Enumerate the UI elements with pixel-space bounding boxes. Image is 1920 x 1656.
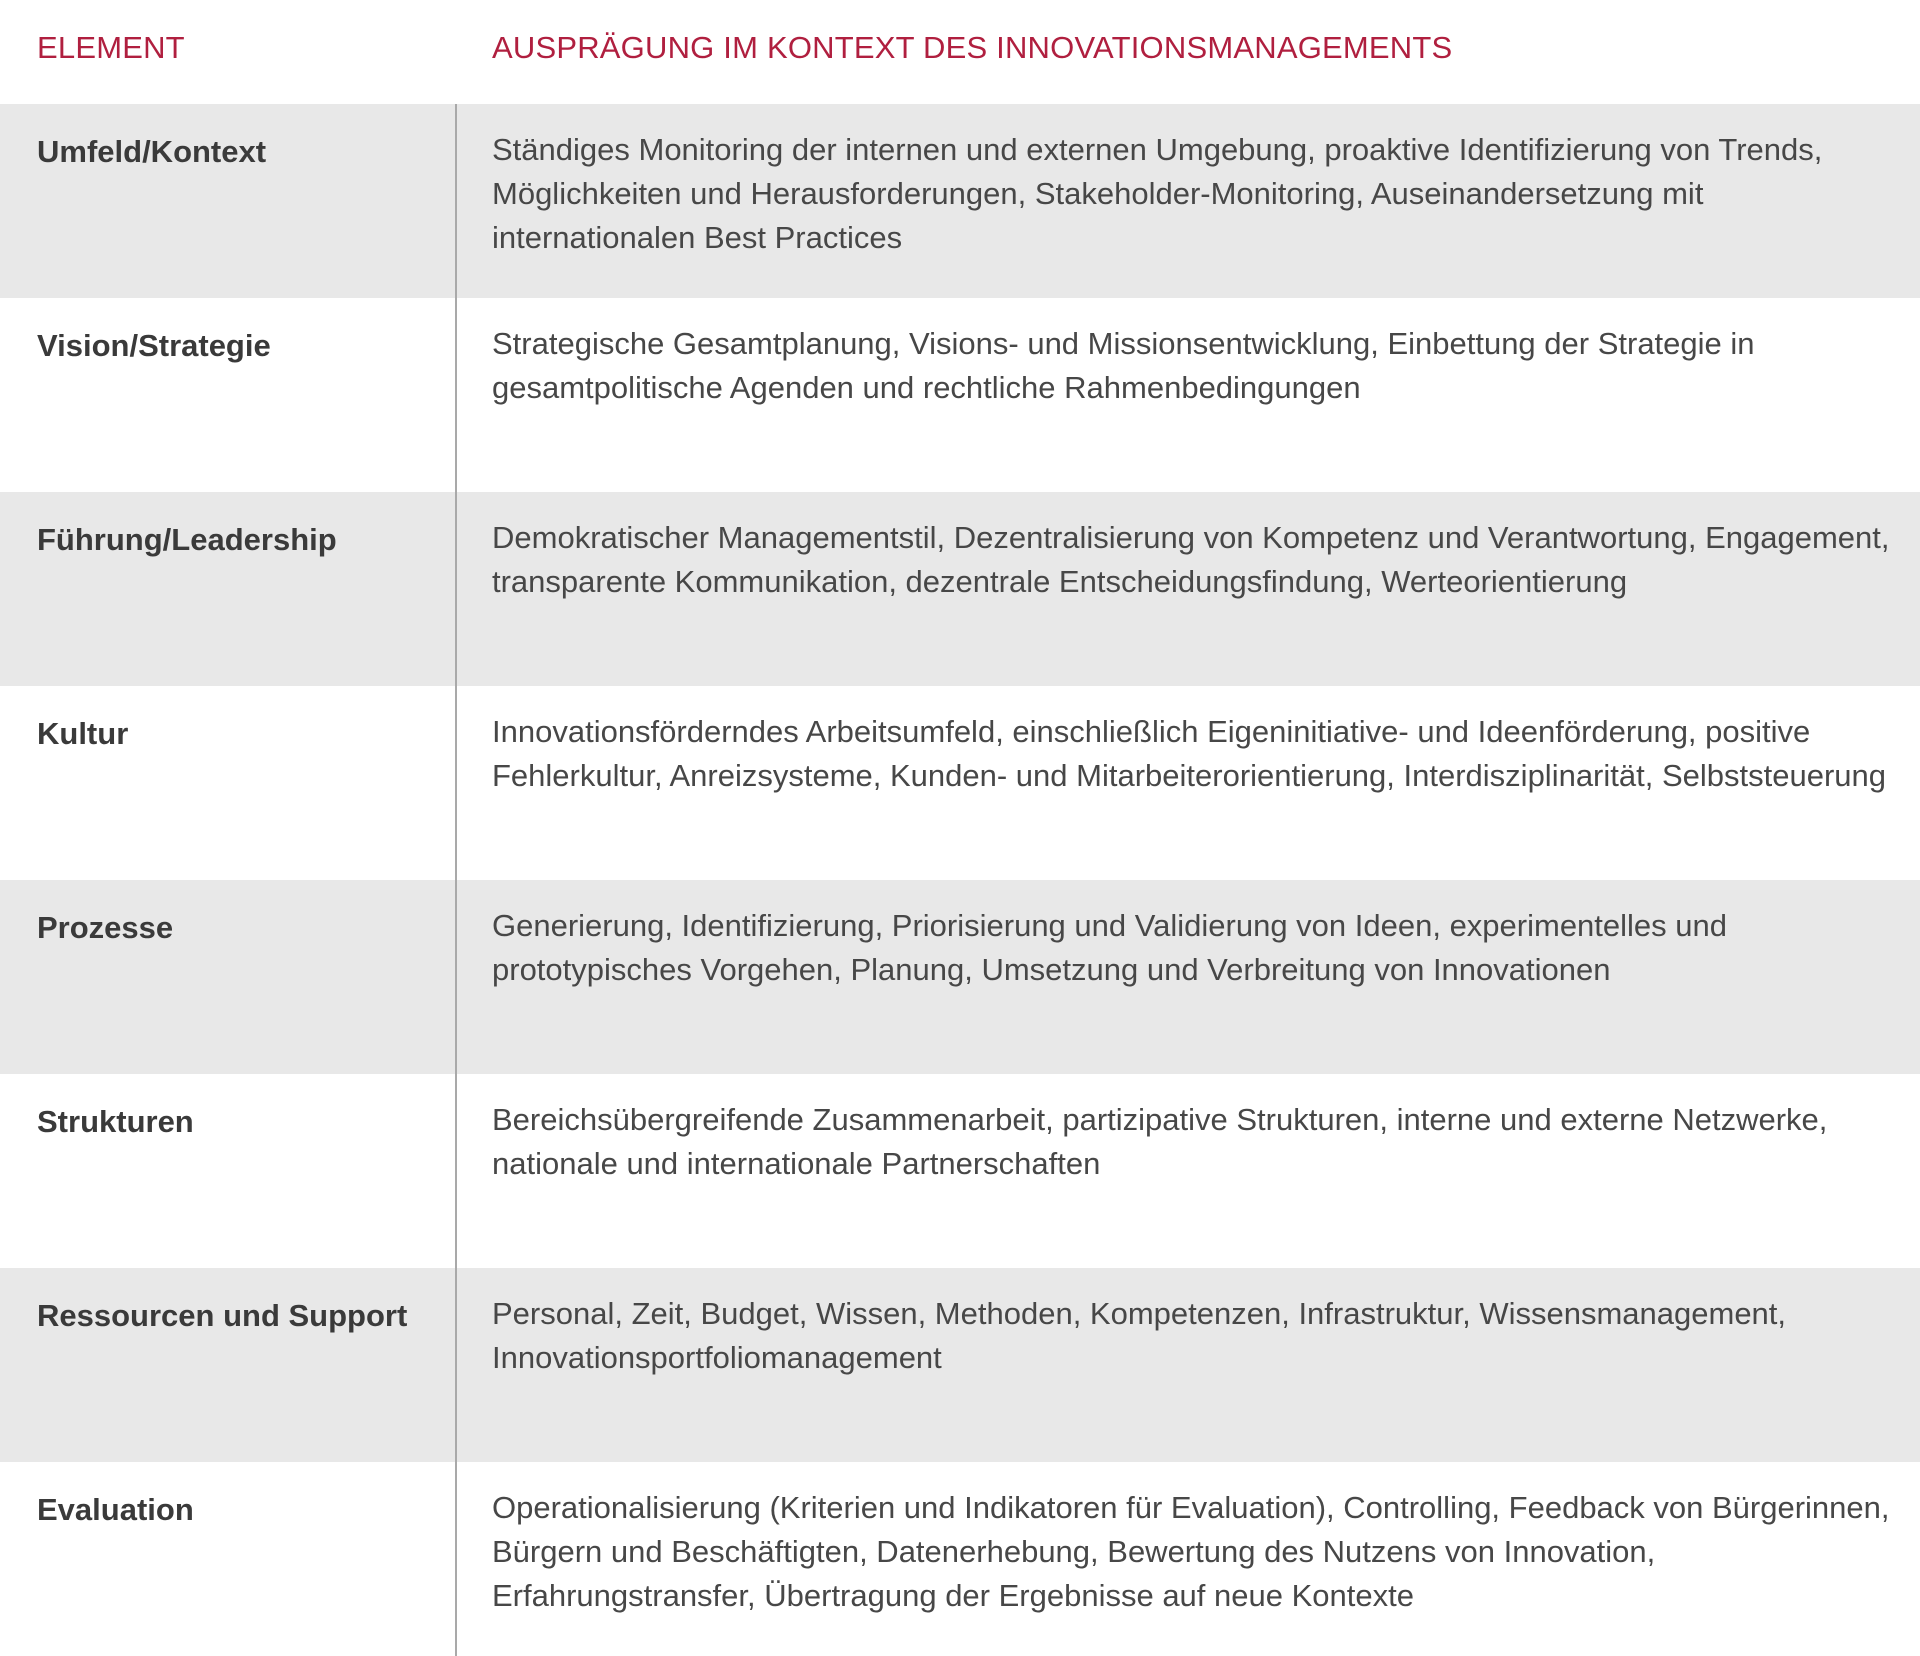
table-row [0,298,1920,492]
row-description [456,686,1920,880]
row-element-label: Evaluation [37,1492,194,1527]
row-description [456,492,1920,686]
table-row [0,880,1920,1074]
row-element-label: Strukturen [37,1104,194,1139]
row-element-label: Vision/Strategie [37,328,271,363]
table-row [0,686,1920,880]
row-description [456,880,1920,1074]
row-element-label: Ressourcen und Support [37,1298,408,1333]
row-description-text: Demokratischer Managementstil, Dezentralisierung von Kompetenz und Verantwortung, Engagement, transparente Kommunikation, dezentrale Entscheidungsfindung, Werteorientierung [492,520,1890,599]
table-row [0,104,1920,298]
header-element: ELEMENT [37,30,185,65]
table-row [0,1462,1920,1656]
row-description-text: Ständiges Monitoring der internen und externen Umgebung, proaktive Identifizierung von Trends, Möglichkeiten und Herausforderungen, Stakeholder-Monitoring, Auseinandersetzung mit internationalen Best Practices [492,132,1823,255]
row-description-text: Operationalisierung (Kriterien und Indikatoren für Evaluation), Controlling, Feedback von Bürgerinnen, Bürgern und Beschäftigten, Datenerhebung, Bewertung des Nutzens von Innovation, Erfahrungstransfer, Übertragung der Ergebnisse auf neue Kontexte [492,1490,1890,1613]
row-description-text: Bereichsübergreifende Zusammenarbeit, partizipative Strukturen, interne und externe Netzwerke, nationale und internationale Partnerschaften [492,1102,1828,1181]
row-description-text: Strategische Gesamtplanung, Visions- und Missionsentwicklung, Einbettung der Strategie in gesamtpolitische Agenden und rechtliche Rahmenbedingungen [492,326,1755,405]
row-element-label: Umfeld/Kontext [37,134,267,169]
row-element-label: Führung/Leadership [37,522,337,557]
row-element-label: Prozesse [37,910,174,945]
row-description-text: Generierung, Identifizierung, Priorisierung und Validierung von Ideen, experimentelles und prototypisches Vorgehen, Planung, Umsetzung und Verbreitung von Innovationen [492,908,1728,987]
table-row [0,1268,1920,1462]
table-row [0,492,1920,686]
header-auspraegung: AUSPRÄGUNG IM KONTEXT DES INNOVATIONSMANAGEMENTS [492,30,1453,65]
row-description [456,104,1920,298]
table-header [0,0,1920,104]
row-description-text: Personal, Zeit, Budget, Wissen, Methoden, Kompetenzen, Infrastruktur, Wissensmanagement, Innovationsportfoliomanagement [492,1296,1787,1375]
table-body [0,104,1920,1656]
column-divider [455,104,457,1656]
row-description [456,1462,1920,1656]
row-description-text: Innovationsförderndes Arbeitsumfeld, einschließlich Eigeninitiative- und Ideenförderung, positive Fehlerkultur, Anreizsysteme, Kunden- und Mitarbeiterorientierung, Interdisziplinarität, Selbststeuerung [492,714,1887,793]
row-description [456,1268,1920,1462]
row-element-label: Kultur [37,716,129,751]
row-description [456,298,1920,492]
row-description [456,1074,1920,1268]
table-row [0,1074,1920,1268]
